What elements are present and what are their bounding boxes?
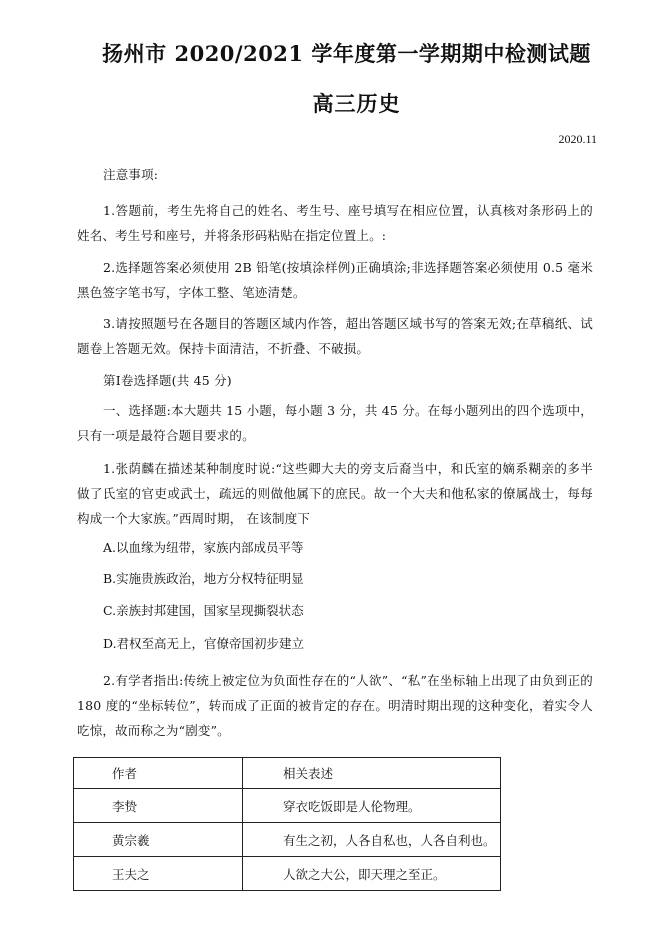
question-1-option-c: C.亲族封邦建国，国家呈现撕裂状态 — [103, 603, 304, 618]
table-header-statement: 相关表述 — [243, 758, 501, 789]
table-header-row — [74, 758, 501, 789]
table-cell-author: 黄宗羲 — [74, 823, 243, 857]
table-row — [74, 857, 501, 891]
exam-subject: 高三历史 — [312, 91, 401, 116]
question-2-stem: 2.有学者指出:传统上被定位为负面性存在的“人欲”、“私”在坐标轴上出现了由负到正的 180 度的“坐标转位”，转而成了正面的被肯定的存在。明清时期出现的这种变化，着实令人吃惊，故而称之为“剧变”。 — [77, 673, 593, 738]
quote-table — [73, 757, 501, 891]
table-cell-statement: 人欲之大公，即天理之至正。 — [243, 857, 501, 891]
table-row — [74, 789, 501, 823]
notice-item-1: 1.答题前，考生先将自己的姓名、考生号、座号填写在相应位置，认真核对条形码上的姓名、考生号和座号，并将条形码粘贴在指定位置上。: — [77, 203, 593, 243]
exam-date: 2020.11 — [558, 132, 597, 146]
question-1-option-b: B.实施贵族政治，地方分权特征明显 — [103, 571, 304, 586]
table-cell-statement: 有生之初，人各自私也，人各自利也。 — [243, 823, 501, 857]
table-cell-statement: 穿衣吃饭即是人伦物理。 — [243, 789, 501, 823]
question-1-option-a: A.以血缘为纽带，家族内部成员平等 — [103, 540, 304, 555]
notice-heading: 注意事项: — [103, 167, 159, 182]
exam-title: 扬州市 2020/2021 学年度第一学期期中检测试题 — [102, 41, 591, 66]
table-cell-author: 王夫之 — [74, 857, 243, 891]
notice-item-2: 2.选择题答案必须使用 2B 铅笔(按填涂样例)正确填涂;非选择题答案必须使用 0.5 毫米黑色签字笔书写，字体工整、笔迹清楚。 — [77, 260, 593, 300]
question-1-stem: 1.张荫麟在描述某种制度时说:“这些卿大夫的旁支后裔当中，和氏室的嫡系糊亲的多半做了氏室的官吏或武士，疏远的则做他属下的庶民。故一个大夫和他私家的僚属战士，每每构成一个大家族。”西周时期， 在该制度下 — [77, 461, 593, 526]
table-cell-author: 李贽 — [74, 789, 243, 823]
section-instruction: 一、选择题:本大题共 15 小题，每小题 3 分，共 45 分。在每小题列出的四个选项中，只有一项是最符合题目要求的。 — [77, 403, 593, 443]
question-1-option-d: D.君权至高无上，官僚帝国初步建立 — [103, 636, 305, 651]
notice-item-3: 3.请按照题号在各题目的答题区域内作答，超出答题区域书写的答案无效;在草稿纸、试题卷上答题无效。保持卡面清洁，不折叠、不破损。 — [77, 316, 593, 356]
section-heading: 第Ⅰ卷选择题(共 45 分) — [103, 373, 232, 388]
table-row — [74, 823, 501, 857]
table-header-author: 作者 — [74, 758, 243, 789]
